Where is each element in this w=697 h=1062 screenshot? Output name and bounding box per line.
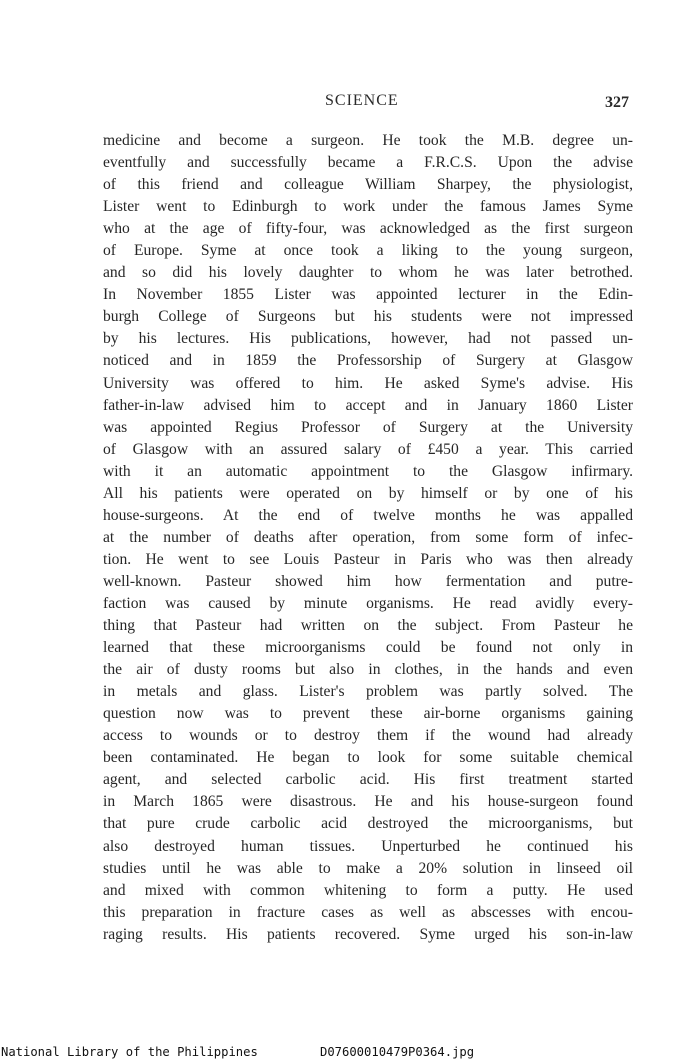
text-line: of Glasgow with an assured salary of £450 a year. This carried — [103, 440, 633, 458]
text-line: studies until he was able to make a 20% solution in linseed oil — [103, 859, 633, 877]
footer-source: National Library of the Philippines — [1, 1045, 258, 1059]
text-line: by his lectures. His publications, however, had not passed un- — [103, 330, 633, 348]
text-line: medicine and become a surgeon. He took the M.B. degree un- — [103, 132, 633, 149]
text-line: who at the age of fifty-four, was acknowledged as the first surgeon — [103, 220, 633, 238]
text-line: well-known. Pasteur showed him how fermentation and putre- — [103, 572, 633, 590]
body-text — [103, 130, 633, 946]
page-number: 327 — [605, 94, 629, 111]
text-line: learned that these microorganisms could be found not only in — [103, 639, 633, 657]
text-line: Lister went to Edinburgh to work under the famous James Syme — [103, 198, 633, 216]
text-line: also destroyed human tissues. Unperturbed he continued his — [103, 837, 633, 855]
text-line: question now was to prevent these air-borne organisms gaining — [103, 705, 633, 723]
text-line: faction was caused by minute organisms. He read avidly every- — [103, 594, 633, 612]
text-line: was appointed Regius Professor of Surgery at the University — [103, 418, 633, 436]
text-line: thing that Pasteur had written on the subject. From Pasteur he — [103, 617, 633, 635]
text-line: house-surgeons. At the end of twelve months he was appalled — [103, 506, 633, 524]
text-line: tion. He went to see Louis Pasteur in Paris who was then already — [103, 550, 633, 568]
text-line: in metals and glass. Lister's problem was partly solved. The — [103, 683, 633, 701]
text-line: been contaminated. He began to look for some suitable chemical — [103, 749, 633, 767]
text-line: this preparation in fracture cases as well as abscesses with encou- — [103, 903, 633, 921]
text-line: In November 1855 Lister was appointed lecturer in the Edin- — [103, 286, 633, 304]
text-line: University was offered to him. He asked Syme's advise. His — [103, 374, 633, 392]
text-line: and so did his lovely daughter to whom he was later betrothed. — [103, 264, 633, 282]
text-line: All his patients were operated on by himself or by one of his — [103, 484, 633, 502]
text-line: and mixed with common whitening to form a putty. He used — [103, 881, 633, 899]
text-line: raging results. His patients recovered. Syme urged his son-in-law — [103, 925, 633, 943]
text-line: of this friend and colleague William Sharpey, the physiologist, — [103, 176, 633, 194]
footer-filename: D07600010479P0364.jpg — [320, 1045, 475, 1059]
running-head — [0, 92, 697, 116]
text-line: eventfully and successfully became a F.R.C.S. Upon the advise — [103, 154, 633, 172]
text-line: access to wounds or to destroy them if the wound had already — [103, 727, 633, 745]
text-line: with it an automatic appointment to the Glasgow infirmary. — [103, 462, 633, 480]
text-line: at the number of deaths after operation, from some form of infec- — [103, 528, 633, 546]
text-line: in March 1865 were disastrous. He and his house-surgeon found — [103, 793, 633, 811]
text-line: father-in-law advised him to accept and in January 1860 Lister — [103, 396, 633, 414]
text-line: the air of dusty rooms but also in clothes, in the hands and even — [103, 661, 633, 679]
text-line: noticed and in 1859 the Professorship of Surgery at Glasgow — [103, 352, 633, 370]
text-line: that pure crude carbolic acid destroyed the microorganisms, but — [103, 815, 633, 833]
text-line: agent, and selected carbolic acid. His first treatment started — [103, 771, 633, 789]
running-title: SCIENCE — [325, 92, 399, 109]
text-line: of Europe. Syme at once took a liking to the young surgeon, — [103, 242, 633, 260]
text-line: burgh College of Surgeons but his students were not impressed — [103, 308, 633, 326]
scan-footer — [0, 1042, 697, 1062]
